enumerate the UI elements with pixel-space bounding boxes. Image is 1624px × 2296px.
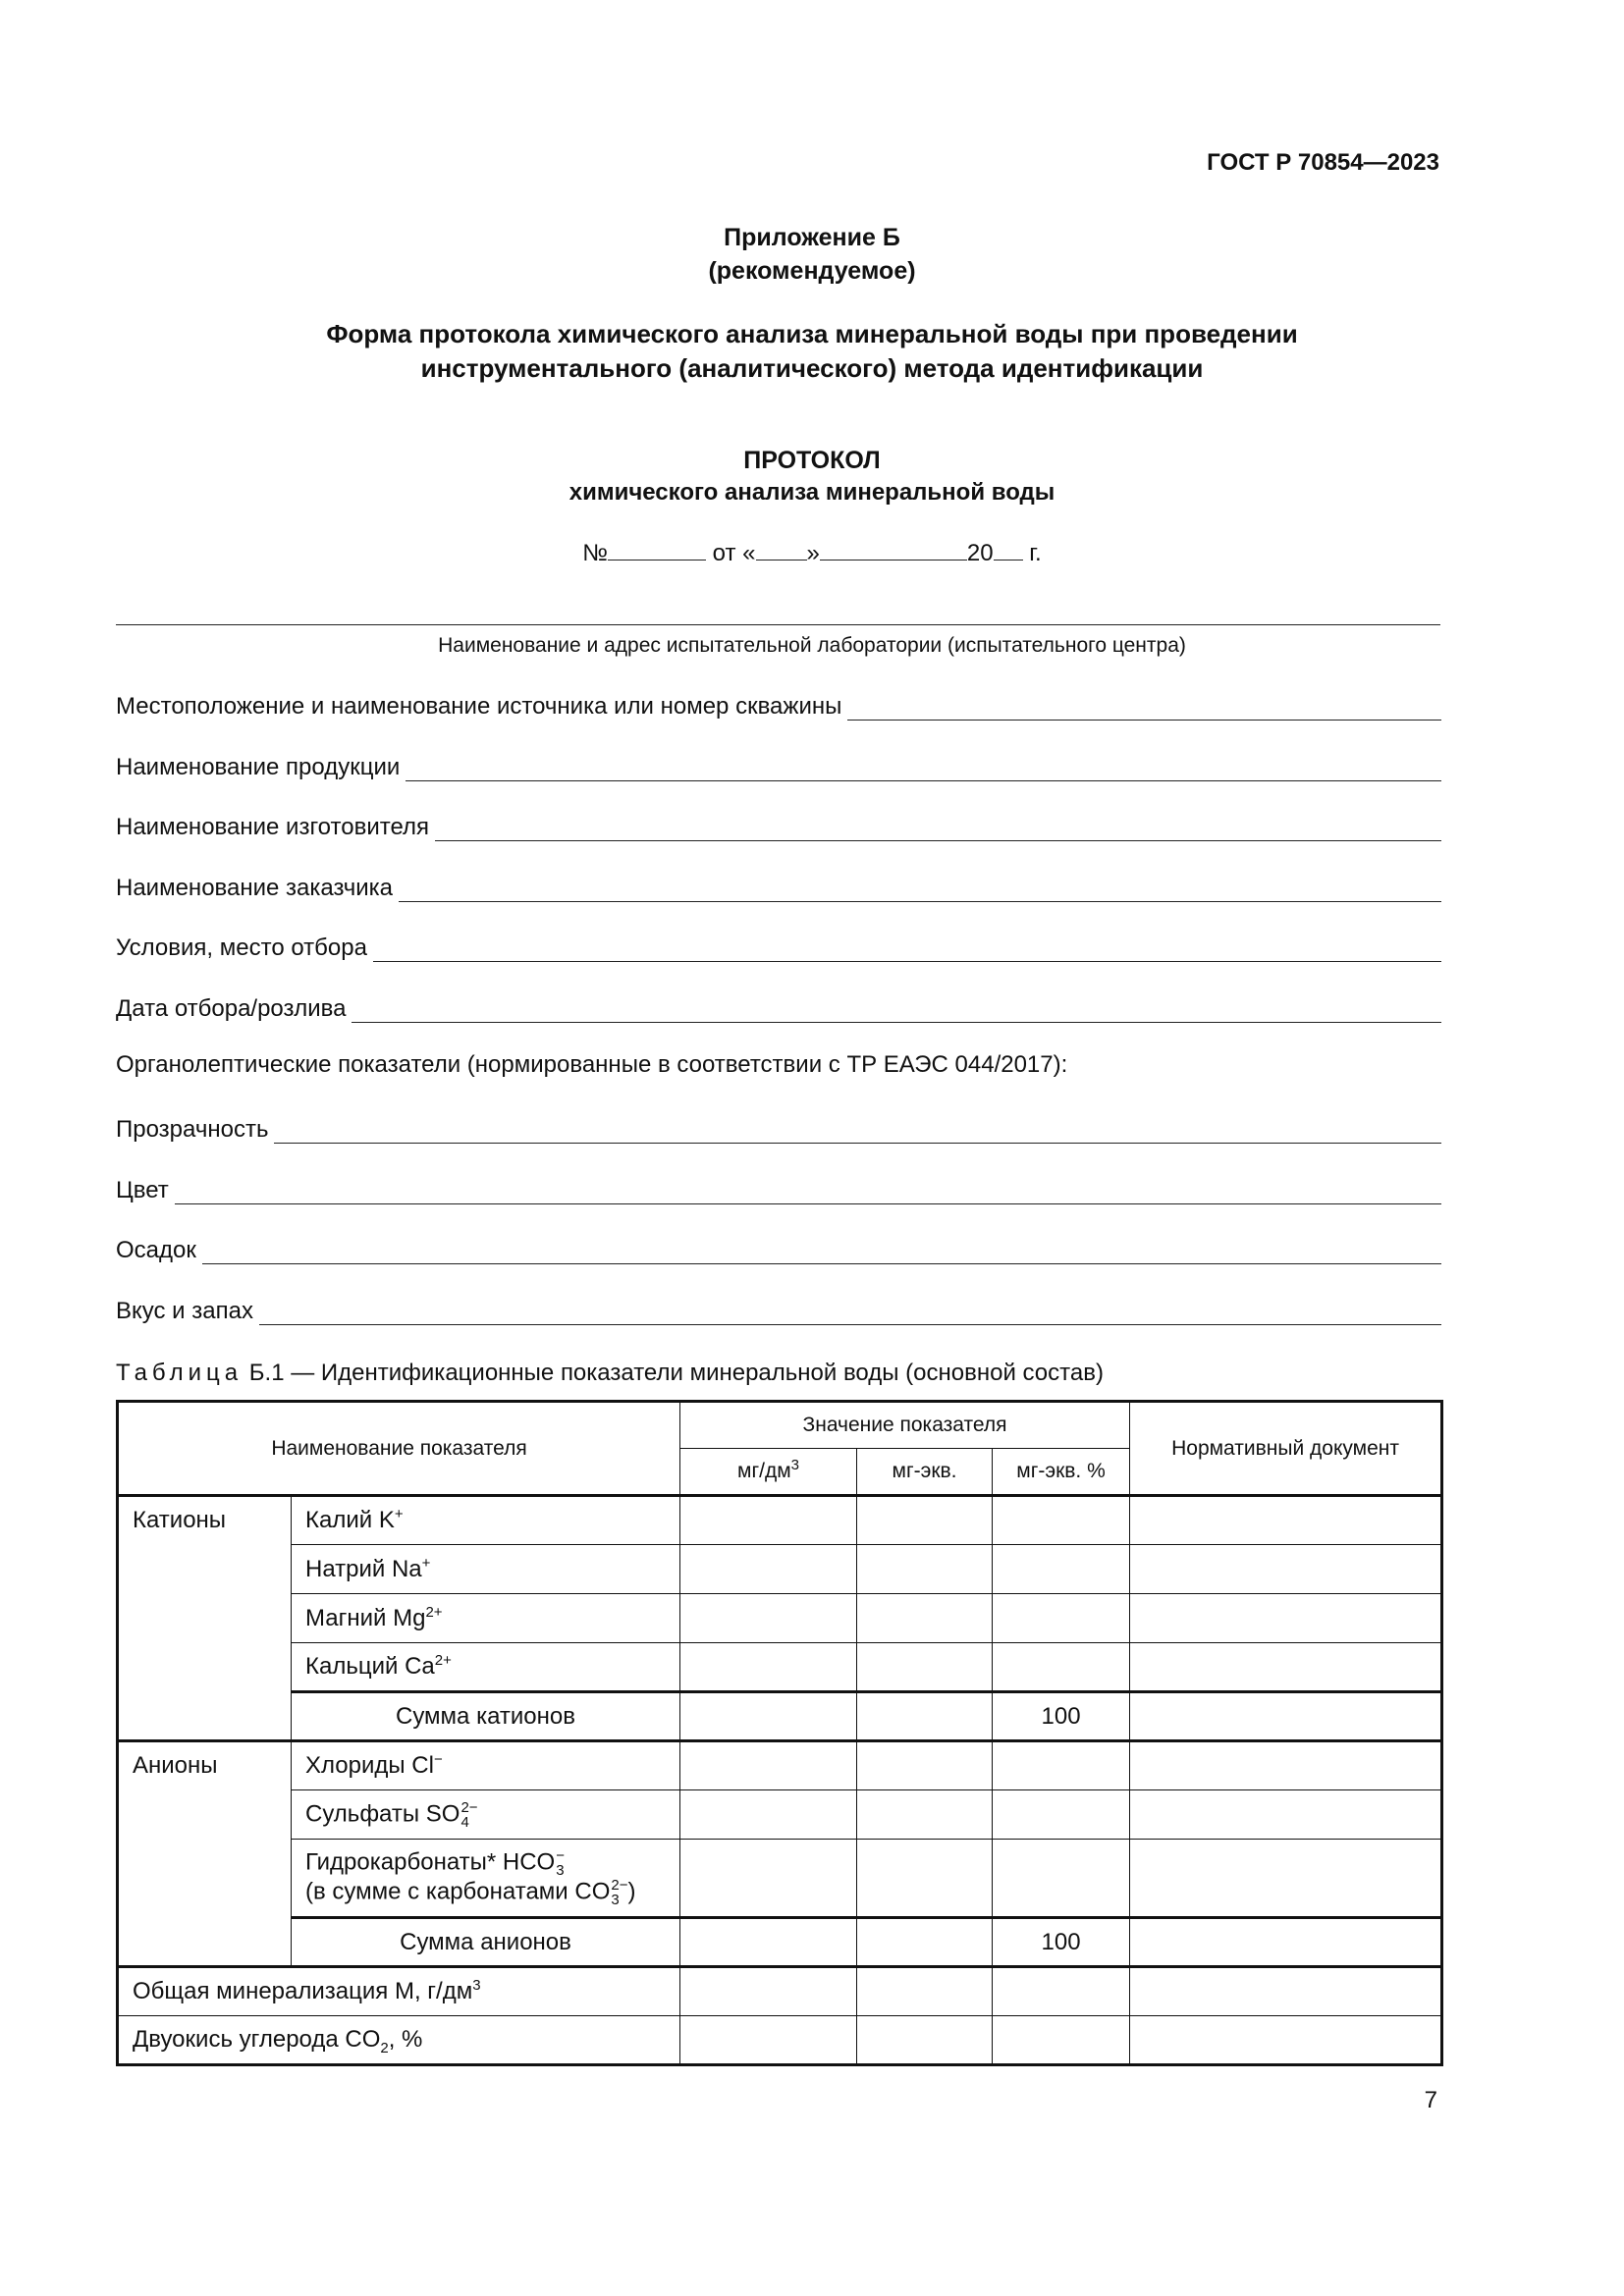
field-label: Условия, место отбора xyxy=(116,934,367,961)
field-label: Местоположение и наименование источника или номер скважины xyxy=(116,693,842,720)
cell[interactable] xyxy=(857,1790,993,1840)
date-from: от « xyxy=(712,540,756,566)
field-label: Осадок xyxy=(116,1237,196,1263)
field-line[interactable] xyxy=(175,1182,1441,1204)
cell[interactable] xyxy=(680,1790,857,1840)
field-line[interactable] xyxy=(406,759,1441,781)
form-title-line1: Форма протокола химического анализа минеральной воды при проведении xyxy=(326,319,1298,348)
field-label: Прозрачность xyxy=(116,1116,269,1143)
cations-group: Катионы xyxy=(118,1496,292,1741)
field-line[interactable] xyxy=(435,819,1441,841)
table-row xyxy=(118,1967,1442,2016)
table-row xyxy=(118,1741,1442,1790)
appendix-status: (рекомендуемое) xyxy=(708,257,916,285)
cell[interactable] xyxy=(857,1967,993,2016)
cell[interactable] xyxy=(680,1643,857,1692)
cell[interactable] xyxy=(857,2016,993,2065)
row-sodium: Натрий Na+ xyxy=(292,1545,680,1594)
month-blank[interactable] xyxy=(820,560,967,561)
field-taste-smell xyxy=(116,1292,1441,1325)
cell[interactable] xyxy=(857,1692,993,1741)
field-transparency xyxy=(116,1110,1441,1144)
row-sulfates: Сульфаты SO 2− 4 xyxy=(292,1790,680,1840)
table-row xyxy=(118,1594,1442,1643)
year-suffix: г. xyxy=(1029,540,1042,566)
table-row xyxy=(118,1496,1442,1545)
cell[interactable] xyxy=(1130,2016,1442,2065)
header-normative: Нормативный документ xyxy=(1130,1402,1442,1496)
anions-group: Анионы xyxy=(118,1741,292,1967)
field-sampling-date xyxy=(116,989,1441,1023)
cell[interactable] xyxy=(857,1918,993,1967)
table-caption-prefix: Таблица xyxy=(116,1360,244,1386)
cell[interactable] xyxy=(993,1545,1130,1594)
cell[interactable] xyxy=(680,1840,857,1918)
table-row xyxy=(118,1643,1442,1692)
field-label: Дата отбора/розлива xyxy=(116,995,347,1022)
row-anions-sum: Сумма анионов xyxy=(292,1918,680,1967)
protocol-number-date xyxy=(0,540,1624,567)
standard-number: ГОСТ Р 70854—2023 xyxy=(1207,149,1439,176)
field-line[interactable] xyxy=(259,1303,1441,1325)
protocol-title: ПРОТОКОЛ xyxy=(743,447,881,474)
header-indicator: Наименование показателя xyxy=(118,1402,680,1496)
field-customer xyxy=(116,869,1441,902)
field-line[interactable] xyxy=(847,698,1441,721)
cell[interactable] xyxy=(680,1692,857,1741)
form-title-line2: инструментального (аналитического) метода идентификации xyxy=(420,353,1204,383)
number-prefix: № xyxy=(582,540,608,566)
field-color xyxy=(116,1171,1441,1204)
field-label: Вкус и запах xyxy=(116,1298,253,1324)
cell[interactable] xyxy=(680,1967,857,2016)
field-line[interactable] xyxy=(352,1000,1441,1023)
anions-sum-pct: 100 xyxy=(993,1918,1130,1967)
row-mineralization: Общая минерализация М, $г/дм^3$ xyxy=(118,1967,680,2016)
row-calcium: Кальций $Ca^{2+}$ xyxy=(292,1643,680,1692)
header-mg-eq-pct: мг-экв. % xyxy=(993,1449,1130,1496)
field-label: Наименование изготовителя xyxy=(116,814,429,840)
cell[interactable] xyxy=(1130,1692,1442,1741)
cell[interactable] xyxy=(857,1643,993,1692)
table-row xyxy=(118,2016,1442,2065)
header-mg-eq: мг-экв. xyxy=(857,1449,993,1496)
indicators-table xyxy=(116,1400,1443,2066)
table-caption xyxy=(116,1360,1104,1387)
year-prefix: 20 xyxy=(966,540,994,566)
table-row xyxy=(118,1790,1442,1840)
cell[interactable] xyxy=(857,1594,993,1643)
header-mg-dm3: $мг/дм^3$ xyxy=(680,1449,857,1496)
field-label: Цвет xyxy=(116,1177,169,1203)
cell[interactable] xyxy=(993,1967,1130,2016)
table-row xyxy=(118,1918,1442,1967)
field-label: Наименование продукции xyxy=(116,754,401,780)
cell[interactable] xyxy=(1130,1545,1442,1594)
table-caption-text: Б.1 — Идентификационные показатели минеральной воды (основной состав) xyxy=(248,1360,1104,1386)
cell[interactable] xyxy=(993,1643,1130,1692)
row-bicarbonates: Гидрокарбонаты* HCO − 3 (в сумме с карбонатами CO 2− 3 ) xyxy=(292,1840,680,1918)
quote-close: » xyxy=(806,540,820,566)
protocol-subtitle: химического анализа минеральной воды xyxy=(568,479,1056,506)
number-blank[interactable] xyxy=(608,560,706,561)
cell[interactable] xyxy=(680,1496,857,1545)
cell[interactable] xyxy=(857,1545,993,1594)
cell[interactable] xyxy=(857,1741,993,1790)
appendix-title: Приложение Б xyxy=(724,224,900,251)
field-line[interactable] xyxy=(202,1242,1441,1264)
field-line[interactable] xyxy=(373,939,1441,962)
row-potassium: Калий K+ xyxy=(292,1496,680,1545)
cell[interactable] xyxy=(993,1840,1130,1918)
cell[interactable] xyxy=(993,1790,1130,1840)
organoleptic-heading: Органолептические показатели (нормированные в соответствии с ТР ЕАЭС 044/2017): xyxy=(116,1051,1068,1078)
table-row xyxy=(118,1692,1442,1741)
cell[interactable] xyxy=(680,1741,857,1790)
day-blank[interactable] xyxy=(756,560,807,561)
year-blank[interactable] xyxy=(994,560,1023,561)
row-co2: Двуокись углерода $CO_2$, % xyxy=(118,2016,680,2065)
cell[interactable] xyxy=(680,1918,857,1967)
field-line[interactable] xyxy=(399,880,1441,902)
field-label: Наименование заказчика xyxy=(116,875,393,901)
cell[interactable] xyxy=(993,1496,1130,1545)
cell[interactable] xyxy=(1130,1594,1442,1643)
table-row xyxy=(118,1545,1442,1594)
cell[interactable] xyxy=(993,2016,1130,2065)
row-cations-sum: Сумма катионов xyxy=(292,1692,680,1741)
header-value: Значение показателя xyxy=(680,1402,1130,1449)
cations-sum-pct: 100 xyxy=(993,1692,1130,1741)
lab-caption: Наименование и адрес испытательной лаборатории (испытательного центра) xyxy=(438,634,1186,657)
field-line[interactable] xyxy=(274,1121,1441,1144)
cell[interactable] xyxy=(680,2016,857,2065)
field-sampling-conditions xyxy=(116,929,1441,962)
cell[interactable] xyxy=(1130,1643,1442,1692)
table-row xyxy=(118,1840,1442,1918)
cell[interactable] xyxy=(1130,1790,1442,1840)
cell[interactable] xyxy=(1130,1918,1442,1967)
cell[interactable] xyxy=(993,1594,1130,1643)
cell[interactable] xyxy=(993,1741,1130,1790)
lab-line[interactable] xyxy=(116,624,1440,625)
row-magnesium: Магний $Mg^{2+}$ xyxy=(292,1594,680,1643)
page-number: 7 xyxy=(1424,2087,1437,2113)
cell[interactable] xyxy=(857,1496,993,1545)
field-product-name xyxy=(116,748,1441,781)
cell[interactable] xyxy=(680,1594,857,1643)
row-chlorides: Хлориды Cl− xyxy=(292,1741,680,1790)
cell[interactable] xyxy=(1130,1496,1442,1545)
cell[interactable] xyxy=(1130,1967,1442,2016)
cell[interactable] xyxy=(1130,1840,1442,1918)
field-manufacturer xyxy=(116,808,1441,841)
field-sediment xyxy=(116,1231,1441,1264)
cell[interactable] xyxy=(857,1840,993,1918)
field-source-location xyxy=(116,687,1441,721)
cell[interactable] xyxy=(1130,1741,1442,1790)
cell[interactable] xyxy=(680,1545,857,1594)
